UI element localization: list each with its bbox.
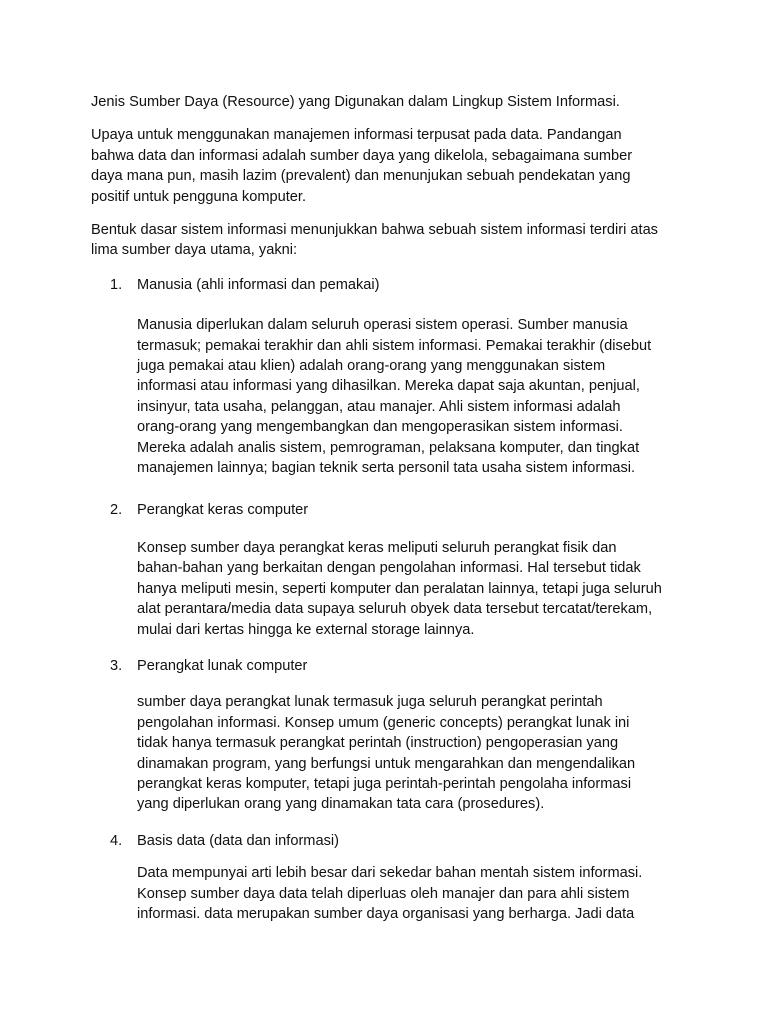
list-item-body — [91, 315, 691, 478]
list-item-number: 1. — [110, 276, 123, 293]
intro-1-line: positif untuk pengguna komputer. — [91, 188, 307, 205]
body-line: hanya meliputi mesin, seperti komputer dan peralatan lainnya, tetapi juga seluruh — [137, 580, 662, 597]
list-item-heading — [91, 831, 691, 851]
body-line: manajemen lainnya; bagian teknik serta personil tata usaha sistem informasi. — [137, 460, 636, 477]
intro-paragraph-2 — [91, 220, 691, 261]
list-item-perangkat-lunak — [91, 656, 691, 815]
body-line: tidak hanya termasuk perangkat perintah (instruction) pengoperasian yang — [137, 735, 619, 752]
intro-paragraph-1 — [91, 125, 691, 207]
list-item-heading — [91, 500, 691, 520]
list-item-heading — [91, 656, 691, 676]
list-item-number: 4. — [110, 832, 123, 849]
body-line: insinyur, tata usaha, pelanggan, atau manajer. Ahli sistem informasi adalah — [137, 398, 621, 415]
list-item-heading-text: Perangkat lunak computer — [137, 657, 308, 674]
intro-1-line: Upaya untuk menggunakan manajemen informasi terpusat pada data. Pandangan — [91, 127, 622, 144]
list-item-heading — [91, 275, 691, 295]
list-item-body — [91, 538, 691, 640]
body-line: perangkat keras komputer, tetapi juga perintah-perintah pengolaha informasi — [137, 775, 632, 792]
body-line: yang diperlukan orang yang dinamakan tata cara (prosedures). — [137, 796, 545, 813]
body-line: informasi. data merupakan sumber daya organisasi yang berharga. Jadi data — [137, 906, 635, 922]
body-line: Mereka adalah analis sistem, pemrograman, pelaksana komputer, dan tingkat — [137, 439, 640, 456]
intro-1-line: daya mana pun, masih lazim (prevalent) dan menunjukan sebuah pendekatan yang — [91, 168, 631, 185]
body-line: bahan-bahan yang berkaitan dengan pengolahan informasi. Hal tersebut tidak — [137, 560, 641, 577]
body-line: pengolahan informasi. Konsep umum (generic concepts) perangkat lunak ini — [137, 714, 630, 731]
body-line: Konsep sumber daya perangkat keras meliputi seluruh perangkat fisik dan — [137, 539, 617, 556]
body-line: dinamakan program, yang berfungsi untuk mengarahkan dan mengendalikan — [137, 755, 636, 772]
list-item-perangkat-keras — [91, 500, 691, 640]
list-item-number: 3. — [110, 657, 123, 674]
list-item-manusia — [91, 275, 691, 479]
body-line: Data mempunyai arti lebih besar dari sekedar bahan mentah sistem informasi. — [137, 865, 643, 882]
list-item-body — [91, 692, 691, 814]
intro-2-line: lima sumber daya utama, yakni: — [91, 242, 298, 259]
body-line: Manusia diperlukan dalam seluruh operasi sistem operasi. Sumber manusia — [137, 317, 628, 334]
title-text: Jenis Sumber Daya (Resource) yang Digunakan dalam Lingkup Sistem Informasi. — [91, 94, 620, 110]
body-line: informasi atau informasi yang dihasilkan. Mereka dapat saja akuntan, penjual, — [137, 378, 640, 395]
body-line: termasuk; pemakai terakhir dan ahli sistem informasi. Pemakai terakhir (disebut — [137, 337, 652, 354]
list-item-number: 2. — [110, 501, 123, 518]
intro-1-line: bahwa data dan informasi adalah sumber daya yang dikelola, sebagaimana sumber — [91, 147, 633, 164]
body-line: orang-orang yang mengembangkan dan mengoperasikan sistem informasi. — [137, 419, 623, 436]
list-item-heading-text: Manusia (ahli informasi dan pemakai) — [137, 276, 380, 293]
body-line: Konsep sumber daya data telah diperluas oleh manajer dan para ahli sistem — [137, 885, 630, 902]
intro-2-line: Bentuk dasar sistem informasi menunjukkan bahwa sebuah sistem informasi terdiri atas — [91, 222, 658, 239]
list-item-basis-data — [91, 831, 691, 925]
body-line: alat perantara/media data supaya seluruh obyek data tersebut tercatat/terekam, — [137, 601, 653, 618]
list-item-heading-text: Perangkat keras computer — [137, 501, 309, 518]
document-title — [91, 92, 691, 112]
body-line: juga pemakai atau klien) adalah orang-orang yang menggunakan sistem — [137, 358, 606, 375]
body-line: mulai dari kertas hingga ke external storage lainnya. — [137, 621, 475, 638]
document-page — [91, 92, 691, 924]
list-item-heading-text: Basis data (data dan informasi) — [137, 832, 339, 849]
list-item-body — [91, 863, 691, 924]
body-line: sumber daya perangkat lunak termasuk juga seluruh perangkat perintah — [137, 694, 603, 711]
